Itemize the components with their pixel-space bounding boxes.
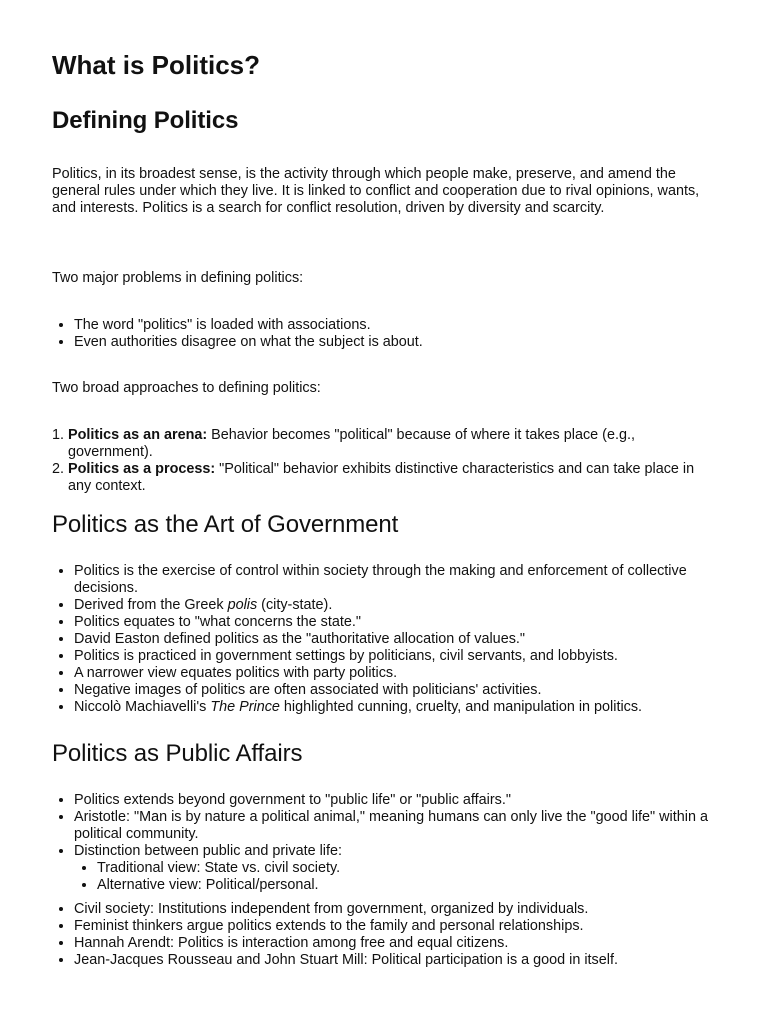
approach-text: Behavior becomes "political" because of where it takes place (e.g., government). xyxy=(68,427,635,460)
intro-paragraph: Politics, in its broadest sense, is the activity through which people make, preserve, and amend the general rules under which they live. It is linked to conflict and cooperation due to rival opinions, wants, and interests. Politics is a search for conflict resolution, driven by diversity and scarcity. xyxy=(52,166,700,216)
list-item-text: Derived from the Greek xyxy=(74,597,228,613)
section-heading-public-affairs: Politics as Public Affairs xyxy=(52,740,303,767)
list-item: • Feminist thinkers argue politics extends to the family and personal relationships. xyxy=(74,918,712,935)
page-title: What is Politics? xyxy=(52,50,261,80)
sub-list-item: • Traditional view: State vs. civil society. xyxy=(97,860,712,877)
list-item: • Politics is practiced in government settings by politicians, civil servants, and lobbyists. xyxy=(74,648,712,665)
list-item-text: (city-state). xyxy=(257,597,333,613)
list-item-text: Niccolò Machiavelli's xyxy=(74,699,211,715)
list-item: • Civil society: Institutions independent from government, organized by individuals. xyxy=(74,901,712,918)
list-item: • Aristotle: "Man is by nature a political animal," meaning humans can only live the "good life" within a political community. xyxy=(74,809,712,843)
list-item: • Politics equates to "what concerns the state." xyxy=(74,614,712,631)
list-item: • Even authorities disagree on what the subject is about. xyxy=(74,334,712,351)
sub-list-item: • Alternative view: Political/personal. xyxy=(97,877,712,894)
list-item-text: Distinction between public and private life: xyxy=(74,843,342,859)
list-item: • Negative images of politics are often associated with politicians' activities. xyxy=(74,682,712,699)
list-item: • A narrower view equates politics with party politics. xyxy=(74,665,712,682)
list-item: • Jean-Jacques Rousseau and John Stuart Mill: Political participation is a good in itself. xyxy=(74,952,712,969)
list-item: • The word "politics" is loaded with associations. xyxy=(74,317,712,334)
approaches-intro-paragraph: Two broad approaches to defining politics: xyxy=(52,380,321,396)
list-item-text: highlighted cunning, cruelty, and manipulation in politics. xyxy=(279,699,643,715)
list-item xyxy=(74,843,712,894)
public-private-sublist xyxy=(74,860,712,894)
approaches-list xyxy=(52,427,712,495)
public-affairs-list-continued xyxy=(52,901,712,969)
approach-text: "Political" behavior exhibits distinctive characteristics and can take place in any context. xyxy=(68,461,695,494)
art-of-government-list xyxy=(52,563,712,716)
list-item xyxy=(68,461,712,495)
problems-intro-paragraph: Two major problems in defining politics: xyxy=(52,270,304,286)
problems-list xyxy=(52,317,712,351)
approach-label: Politics as an arena: xyxy=(68,427,208,443)
list-item: • Hannah Arendt: Politics is interaction among free and equal citizens. xyxy=(74,935,712,952)
emphasis-text: polis xyxy=(227,597,258,613)
list-item: • Politics is the exercise of control within society through the making and enforcement of collective decisions. xyxy=(74,563,712,597)
list-item: • Politics extends beyond government to "public life" or "public affairs." xyxy=(74,792,712,809)
list-item: • David Easton defined politics as the "authoritative allocation of values." xyxy=(74,631,712,648)
approach-label: Politics as a process: xyxy=(68,461,216,477)
list-item xyxy=(68,427,712,461)
section-heading-defining-politics: Defining Politics xyxy=(52,107,239,134)
list-item xyxy=(74,699,712,716)
emphasis-text: The Prince xyxy=(210,699,280,715)
list-item xyxy=(74,597,712,614)
section-heading-art-of-government: Politics as the Art of Government xyxy=(52,511,399,538)
public-affairs-list xyxy=(52,792,712,894)
